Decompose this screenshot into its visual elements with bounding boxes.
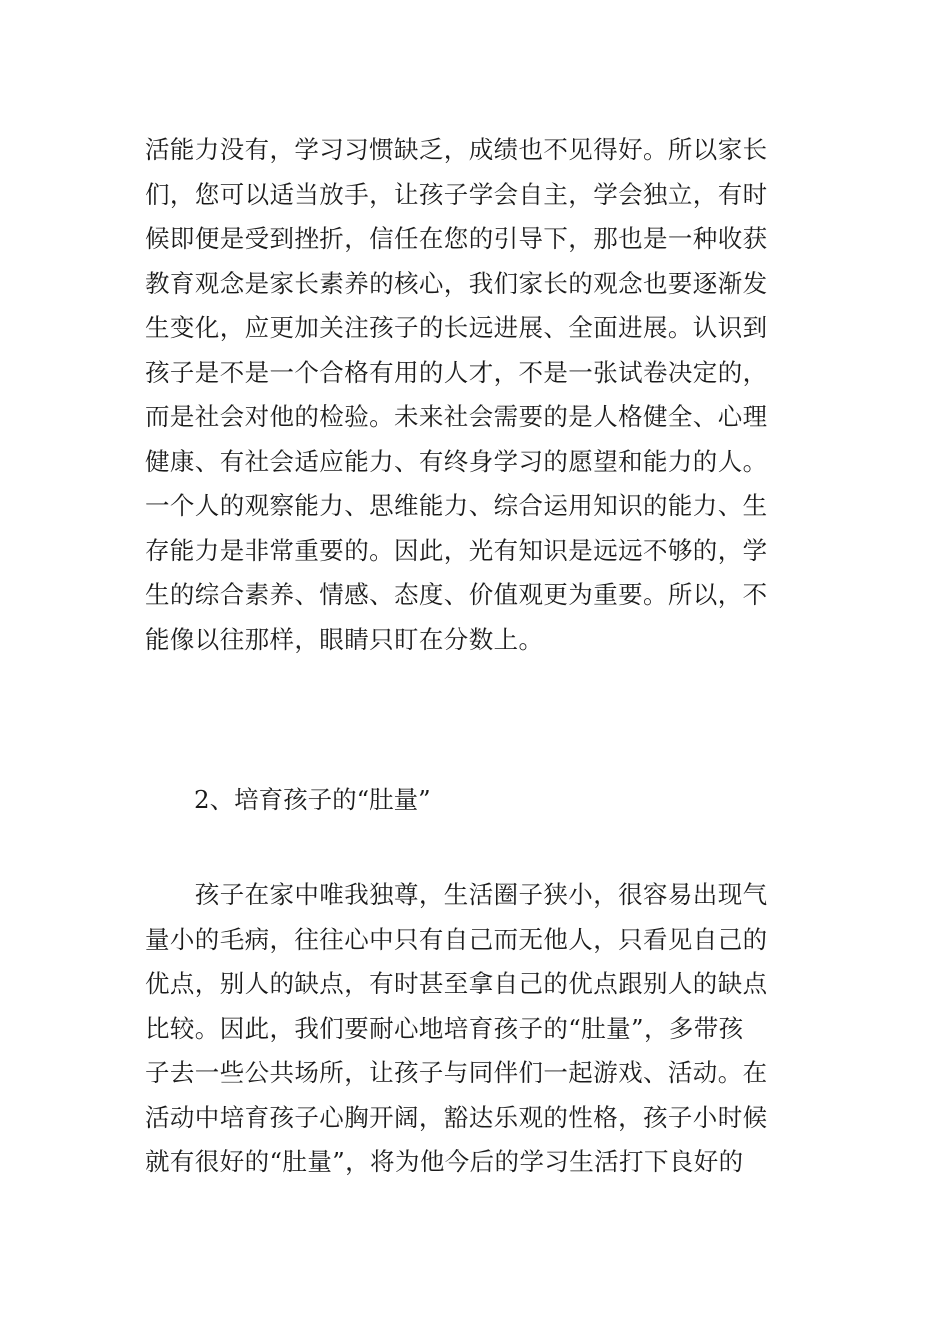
text-line: 孩子在家中唯我独尊，生活圈子狭小，很容易出现气	[145, 880, 768, 909]
paragraph-2	[145, 873, 810, 1185]
text-line: 生变化，应更加关注孩子的长远进展、全面进展。认识到	[145, 313, 768, 342]
text-line: 而是社会对他的检验。未来社会需要的是人格健全、心理	[145, 402, 768, 431]
text-line: 活动中培育孩子心胸开阔，豁达乐观的性格，孩子小时候	[145, 1102, 768, 1132]
text-line: 比较。因此，我们要耐心地培育孩子的“肚量”，多带孩	[145, 1013, 744, 1043]
text-line: 优点，别人的缺点，有时甚至拿自己的优点跟别人的缺点	[145, 969, 768, 998]
text-line: 能像以往那样，眼睛只盯在分数上。	[145, 624, 544, 654]
text-line: 存能力是非常重要的。因此，光有知识是远远不够的，学	[145, 535, 768, 565]
text-line: 生的综合素养、情感、态度、价值观更为重要。所以，不	[145, 580, 768, 609]
paragraph-1	[145, 128, 810, 662]
section-heading: 2、培育孩子的“肚量”	[194, 785, 431, 814]
text-line: 健康、有社会适应能力、有终身学习的愿望和能力的人。	[145, 446, 768, 476]
text-line: 候即便是受到挫折，信任在您的引导下，那也是一种收获	[145, 224, 768, 253]
text-line: 子去一些公共场所，让孩子与同伴们一起游戏、活动。在	[145, 1058, 768, 1087]
text-line: 教育观念是家长素养的核心，我们家长的观念也要逐渐发	[145, 268, 768, 298]
text-line: 活能力没有，学习习惯缺乏，成绩也不见得好。所以家长	[145, 135, 768, 164]
text-line: 们，您可以适当放手，让孩子学会自主，学会独立，有时	[145, 179, 768, 209]
text-line: 一个人的观察能力、思维能力、综合运用知识的能力、生	[145, 491, 768, 520]
text-line: 孩子是不是一个合格有用的人才，不是一张试卷决定的，	[145, 357, 768, 387]
text-line: 就有很好的“肚量”，将为他今后的学习生活打下良好的	[145, 1147, 744, 1176]
text-line: 量小的毛病，往往心中只有自己而无他人，只看见自己的	[145, 924, 768, 954]
